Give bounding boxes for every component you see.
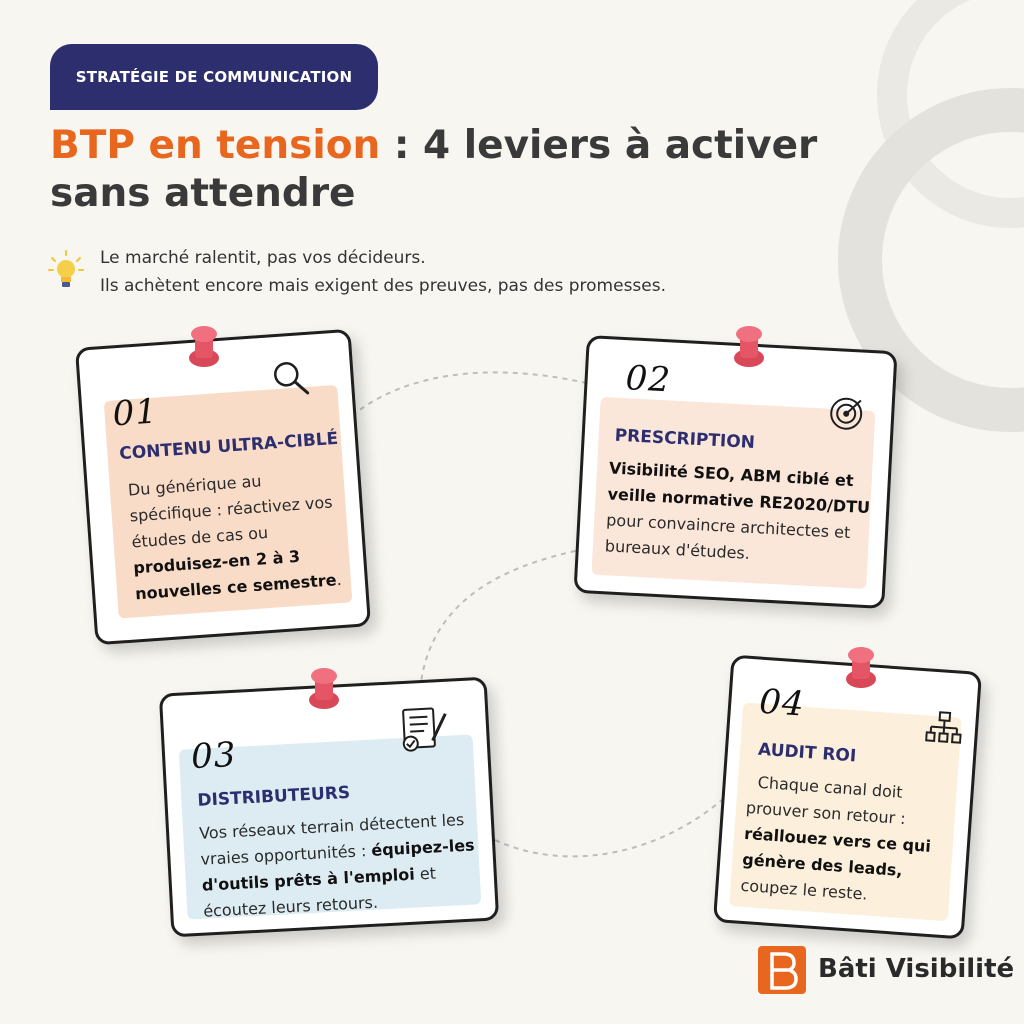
connector-3-4 bbox=[495, 800, 722, 856]
title-rest: : 4 leviers à activer bbox=[380, 123, 818, 168]
card-01-line: spécifique : réactivez vos bbox=[129, 492, 334, 526]
card-02-number: 02 bbox=[624, 358, 673, 401]
card-03-line: vraies opportunités : bbox=[200, 840, 372, 869]
brand-logo-mark bbox=[758, 946, 806, 994]
card-02-bold: Visibilité SEO, ABM ciblé et bbox=[608, 458, 855, 491]
target-icon bbox=[827, 395, 865, 433]
card-01 bbox=[75, 329, 371, 646]
card-04-line: coupez le reste. bbox=[739, 875, 869, 904]
card-03-number: 03 bbox=[190, 734, 238, 778]
pushpin-icon bbox=[184, 322, 224, 370]
connector-1-2 bbox=[325, 372, 595, 445]
card-01-text bbox=[127, 462, 366, 608]
category-badge: STRATÉGIE DE COMMUNICATION bbox=[50, 44, 378, 110]
card-01-title: CONTENU ULTRA-CIBLÉ bbox=[118, 428, 339, 465]
card-04-bold: génère des leads, bbox=[741, 849, 904, 880]
card-03-bold: d'outils prêts à l'emploi bbox=[201, 864, 416, 895]
card-04-title: AUDIT ROI bbox=[757, 739, 857, 767]
card-02-bold: veille normative RE2020/DTU bbox=[607, 484, 871, 518]
lightbulb-icon bbox=[48, 250, 84, 290]
magnifier-icon bbox=[269, 357, 312, 400]
card-04-line: Chaque canal doit bbox=[757, 772, 904, 802]
card-03-line: écoutez leurs retours. bbox=[202, 892, 379, 921]
card-01-bold: produisez-en 2 à 3 bbox=[132, 546, 301, 578]
card-03-title: DISTRIBUTEURS bbox=[196, 782, 351, 811]
title-highlight: BTP en tension bbox=[50, 123, 381, 168]
card-04 bbox=[713, 655, 982, 940]
pushpin-icon bbox=[304, 664, 344, 712]
card-03-line: et bbox=[414, 863, 437, 884]
card-04-bold: réallouez vers ce qui bbox=[743, 823, 932, 856]
checklist-icon bbox=[399, 703, 454, 756]
intro-line-1: Le marché ralentit, pas vos décideurs. bbox=[100, 248, 426, 268]
card-01-bold: nouvelles ce semestre bbox=[134, 570, 338, 604]
page-title bbox=[50, 122, 830, 218]
card-01-number: 01 bbox=[111, 391, 160, 435]
card-02-title: PRESCRIPTION bbox=[614, 425, 756, 453]
card-04-line: prouver son retour : bbox=[745, 797, 907, 829]
card-02-text bbox=[604, 455, 881, 573]
intro-line-2: Ils achètent encore mais exigent des preuves, pas des promesses. bbox=[100, 276, 666, 296]
card-01-suffix: . bbox=[335, 569, 343, 590]
card-01-line: études de cas ou bbox=[130, 522, 269, 552]
card-03 bbox=[159, 677, 499, 938]
card-02-line: bureaux d'études. bbox=[604, 536, 751, 563]
card-03-bold: équipez-les bbox=[370, 835, 476, 860]
card-02 bbox=[573, 335, 897, 609]
card-02-line: pour convaincre architectes et bbox=[605, 510, 851, 543]
title-line2: sans attendre bbox=[50, 171, 356, 216]
card-03-line: Vos réseaux terrain détectent les bbox=[198, 809, 465, 843]
card-03-text bbox=[199, 806, 494, 925]
pushpin-icon bbox=[729, 322, 769, 370]
intro-text bbox=[100, 244, 666, 300]
org-chart-icon bbox=[925, 709, 963, 747]
pushpin-icon bbox=[841, 643, 881, 691]
card-01-line: Du générique au bbox=[127, 471, 263, 500]
card-04-number: 04 bbox=[758, 681, 806, 725]
brand-name[interactable]: Bâti Visibilité bbox=[818, 954, 1015, 984]
brand-b-icon bbox=[758, 946, 806, 994]
card-04-text bbox=[740, 769, 969, 914]
